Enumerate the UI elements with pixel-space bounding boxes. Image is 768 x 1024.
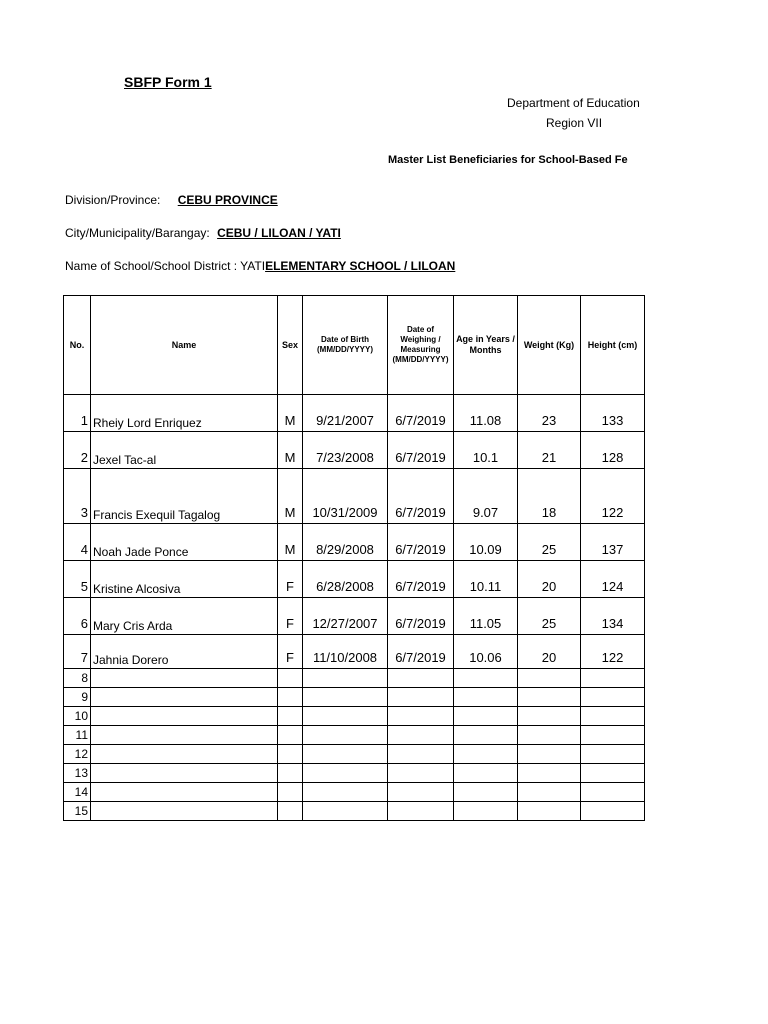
row-no: 5 — [64, 561, 91, 598]
school-line — [65, 259, 461, 273]
table-row — [64, 635, 645, 669]
beneficiaries-table — [63, 295, 645, 821]
col-header-height: Height (cm) — [581, 296, 645, 395]
city-line — [65, 226, 341, 240]
row-weight: 20 — [518, 635, 581, 669]
row-sex: M — [278, 432, 303, 469]
form-title: SBFP Form 1 — [124, 74, 212, 90]
row-age: 9.07 — [454, 469, 518, 524]
table-header-row — [64, 296, 645, 395]
department-label: Department of Education — [507, 96, 640, 110]
row-age: 10.06 — [454, 635, 518, 669]
row-dow: 6/7/2019 — [388, 432, 454, 469]
table-row — [64, 598, 645, 635]
row-no: 12 — [64, 745, 91, 764]
row-dob: 9/21/2007 — [303, 395, 388, 432]
row-age: 10.09 — [454, 524, 518, 561]
row-no: 9 — [64, 688, 91, 707]
row-dow: 6/7/2019 — [388, 635, 454, 669]
row-dob: 8/29/2008 — [303, 524, 388, 561]
row-dow: 6/7/2019 — [388, 524, 454, 561]
row-weight: 20 — [518, 561, 581, 598]
row-age: 11.05 — [454, 598, 518, 635]
row-weight: 25 — [518, 524, 581, 561]
row-no: 11 — [64, 726, 91, 745]
row-name: Mary Cris Arda — [91, 598, 278, 635]
row-name: Jexel Tac-al — [91, 432, 278, 469]
row-no: 1 — [64, 395, 91, 432]
table-row — [64, 432, 645, 469]
school-value: ELEMENTARY SCHOOL / LILOAN — [265, 259, 456, 273]
row-no: 7 — [64, 635, 91, 669]
table-row — [64, 707, 645, 726]
row-no: 13 — [64, 764, 91, 783]
row-height: 124 — [581, 561, 645, 598]
city-label: City/Municipality/Barangay: — [65, 226, 210, 240]
school-label: Name of School/School District : YATI — [65, 259, 266, 273]
row-age: 10.1 — [454, 432, 518, 469]
col-header-age: Age in Years / Months — [454, 296, 518, 395]
master-list-title: Master List Beneficiaries for School-Based Fe — [388, 154, 628, 166]
city-value: CEBU / LILOAN / YATI — [217, 226, 341, 240]
row-name: Francis Exequil Tagalog — [91, 469, 278, 524]
row-name: Noah Jade Ponce — [91, 524, 278, 561]
row-sex: M — [278, 395, 303, 432]
col-header-name: Name — [91, 296, 278, 395]
row-dow: 6/7/2019 — [388, 469, 454, 524]
row-sex: F — [278, 561, 303, 598]
row-dob: 7/23/2008 — [303, 432, 388, 469]
row-dow: 6/7/2019 — [388, 395, 454, 432]
table-row — [64, 745, 645, 764]
table-row — [64, 669, 645, 688]
division-line — [65, 193, 356, 207]
row-weight: 23 — [518, 395, 581, 432]
row-name: Kristine Alcosiva — [91, 561, 278, 598]
division-value: CEBU PROVINCE — [177, 193, 278, 207]
row-height: 122 — [581, 469, 645, 524]
division-label: Division/Province: — [65, 193, 161, 207]
table-row — [64, 726, 645, 745]
region-label: Region VII — [546, 116, 603, 130]
row-age: 10.11 — [454, 561, 518, 598]
row-dob: 11/10/2008 — [303, 635, 388, 669]
row-height: 128 — [581, 432, 645, 469]
row-dow: 6/7/2019 — [388, 561, 454, 598]
col-header-no: No. — [64, 296, 91, 395]
row-height: 137 — [581, 524, 645, 561]
row-weight: 25 — [518, 598, 581, 635]
col-header-dow: Date of Weighing / Measuring (MM/DD/YYYY) — [388, 296, 454, 395]
col-header-sex: Sex — [278, 296, 303, 395]
table-row — [64, 561, 645, 598]
row-height: 122 — [581, 635, 645, 669]
row-name: Rheiy Lord Enriquez — [91, 395, 278, 432]
row-sex: F — [278, 635, 303, 669]
row-height: 133 — [581, 395, 645, 432]
row-sex: M — [278, 469, 303, 524]
col-header-weight: Weight (Kg) — [518, 296, 581, 395]
col-header-dob: Date of Birth (MM/DD/YYYY) — [303, 296, 388, 395]
row-no: 4 — [64, 524, 91, 561]
row-dob: 10/31/2009 — [303, 469, 388, 524]
row-no: 14 — [64, 783, 91, 802]
row-dow: 6/7/2019 — [388, 598, 454, 635]
row-no: 3 — [64, 469, 91, 524]
table-row — [64, 395, 645, 432]
row-no: 6 — [64, 598, 91, 635]
table-row — [64, 802, 645, 821]
row-weight: 18 — [518, 469, 581, 524]
row-dob: 6/28/2008 — [303, 561, 388, 598]
row-weight: 21 — [518, 432, 581, 469]
row-sex: M — [278, 524, 303, 561]
table-row — [64, 688, 645, 707]
row-sex: F — [278, 598, 303, 635]
row-no: 15 — [64, 802, 91, 821]
row-no: 2 — [64, 432, 91, 469]
table-row — [64, 783, 645, 802]
row-age: 11.08 — [454, 395, 518, 432]
table-row — [64, 469, 645, 524]
row-name: Jahnia Dorero — [91, 635, 278, 669]
row-height: 134 — [581, 598, 645, 635]
row-no: 10 — [64, 707, 91, 726]
row-dob: 12/27/2007 — [303, 598, 388, 635]
table-row — [64, 764, 645, 783]
row-no: 8 — [64, 669, 91, 688]
table-row — [64, 524, 645, 561]
